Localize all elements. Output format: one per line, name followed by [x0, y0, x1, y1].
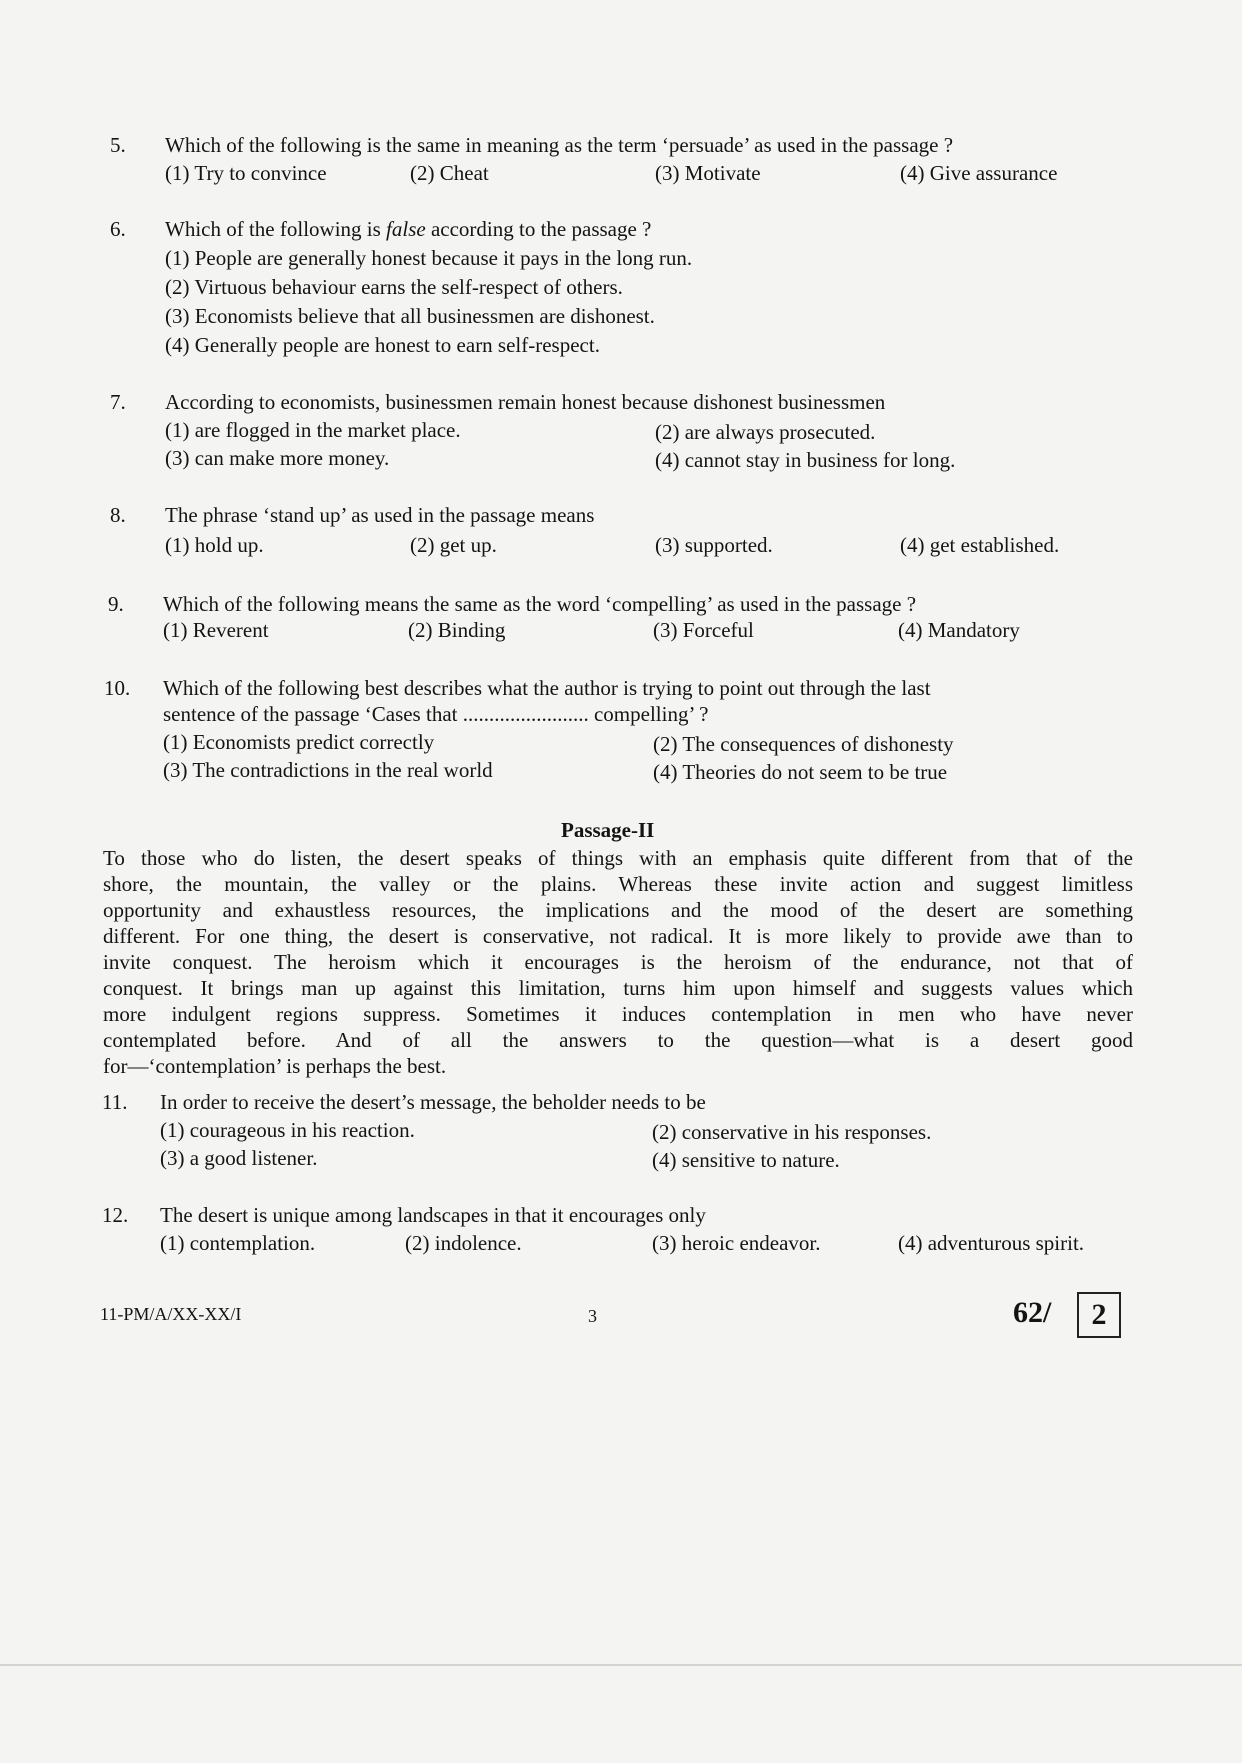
page-divider	[0, 1664, 1242, 1666]
passage-line: contemplated before. And of all the answers to the question—what is a desert good	[103, 1028, 1133, 1052]
option-2: (2) The consequences of dishonesty	[653, 732, 954, 756]
option-4: (4) Mandatory	[898, 618, 1020, 642]
option-2: (2) are always prosecuted.	[655, 420, 876, 444]
option-1: (1) Try to convince	[165, 161, 327, 185]
question-text: According to economists, businessmen remain honest because dishonest businessmen	[165, 390, 886, 414]
question-number: 8.	[110, 503, 126, 527]
question-number: 12.	[102, 1203, 129, 1227]
option-1: (1) courageous in his reaction.	[160, 1118, 415, 1142]
option-1: (1) hold up.	[165, 533, 264, 557]
option-4: (4) get established.	[900, 533, 1060, 557]
option-3: (3) Motivate	[655, 161, 761, 185]
option-1: (1) People are generally honest because it pays in the long run.	[165, 246, 693, 270]
passage-line: shore, the mountain, the valley or the plains. Whereas these invite action and suggest limitless	[103, 872, 1133, 896]
paper-code: 11-PM/A/XX-XX/I	[100, 1304, 242, 1324]
option-3: (3) The contradictions in the real world	[163, 758, 493, 782]
passage-line: invite conquest. The heroism which it encourages is the heroism of the endurance, not that of	[103, 950, 1133, 974]
option-2: (2) indolence.	[405, 1231, 522, 1255]
option-2: (2) Virtuous behaviour earns the self-respect of others.	[165, 275, 623, 299]
question-number: 7.	[110, 390, 126, 414]
option-4: (4) cannot stay in business for long.	[655, 448, 956, 472]
option-3: (3) heroic endeavor.	[652, 1231, 821, 1255]
passage-line: conquest. It brings man up against this limitation, turns him upon himself and suggests values which	[103, 976, 1133, 1000]
question-text: In order to receive the desert’s message, the beholder needs to be	[160, 1090, 706, 1114]
question-number: 10.	[104, 676, 131, 700]
passage-line: for—‘contemplation’ is perhaps the best.	[103, 1054, 447, 1078]
question-text-line-1: Which of the following best describes what the author is trying to point out through the last	[163, 676, 931, 700]
question-number: 5.	[110, 133, 126, 157]
option-3: (3) a good listener.	[160, 1146, 318, 1170]
option-3: (3) Economists believe that all businessmen are dishonest.	[165, 304, 655, 328]
option-2: (2) Cheat	[410, 161, 489, 185]
option-1: (1) are flogged in the market place.	[165, 418, 461, 442]
question-text: The desert is unique among landscapes in that it encourages only	[160, 1203, 706, 1227]
booklet-code: 62/	[1013, 1296, 1052, 1329]
option-4: (4) sensitive to nature.	[652, 1148, 840, 1172]
option-4: (4) Generally people are honest to earn self-respect.	[165, 333, 600, 357]
option-4: (4) Theories do not seem to be true	[653, 760, 948, 784]
passage-line: different. For one thing, the desert is conservative, not radical. It is more likely to provide awe than to	[103, 924, 1133, 948]
passage-line: opportunity and exhaustless resources, the implications and the mood of the desert are something	[103, 898, 1133, 922]
passage-line: To those who do listen, the desert speaks of things with an emphasis quite different from that of the	[103, 846, 1133, 870]
question-text: The phrase ‘stand up’ as used in the passage means	[165, 503, 595, 527]
option-3: (3) Forceful	[653, 618, 754, 642]
option-4: (4) adventurous spirit.	[898, 1231, 1085, 1255]
question-text-line-2: sentence of the passage ‘Cases that ........................ compelling’ ?	[163, 702, 709, 726]
option-3: (3) can make more money.	[165, 446, 390, 470]
question-text: Which of the following is the same in meaning as the term ‘persuade’ as used in the passage ?	[165, 133, 954, 157]
option-1: (1) Economists predict correctly	[163, 730, 435, 754]
set-number-box: 2	[1077, 1292, 1121, 1338]
question-text: Which of the following is false according to the passage ?	[165, 217, 652, 241]
passage-line: more indulgent regions suppress. Sometimes it induces contemplation in men who have never	[103, 1002, 1133, 1026]
question-number: 11.	[102, 1090, 128, 1114]
question-number: 6.	[110, 217, 126, 241]
option-1: (1) contemplation.	[160, 1231, 316, 1255]
option-3: (3) supported.	[655, 533, 773, 557]
option-4: (4) Give assurance	[900, 161, 1058, 185]
question-text: Which of the following means the same as the word ‘compelling’ as used in the passage ?	[163, 592, 917, 616]
passage-title: Passage-II	[561, 818, 655, 842]
option-1: (1) Reverent	[163, 618, 269, 642]
option-2: (2) Binding	[408, 618, 506, 642]
question-number: 9.	[108, 592, 124, 616]
emphasis-false: false	[386, 217, 426, 241]
option-2: (2) get up.	[410, 533, 497, 557]
page-number: 3	[588, 1306, 597, 1326]
option-2: (2) conservative in his responses.	[652, 1120, 932, 1144]
